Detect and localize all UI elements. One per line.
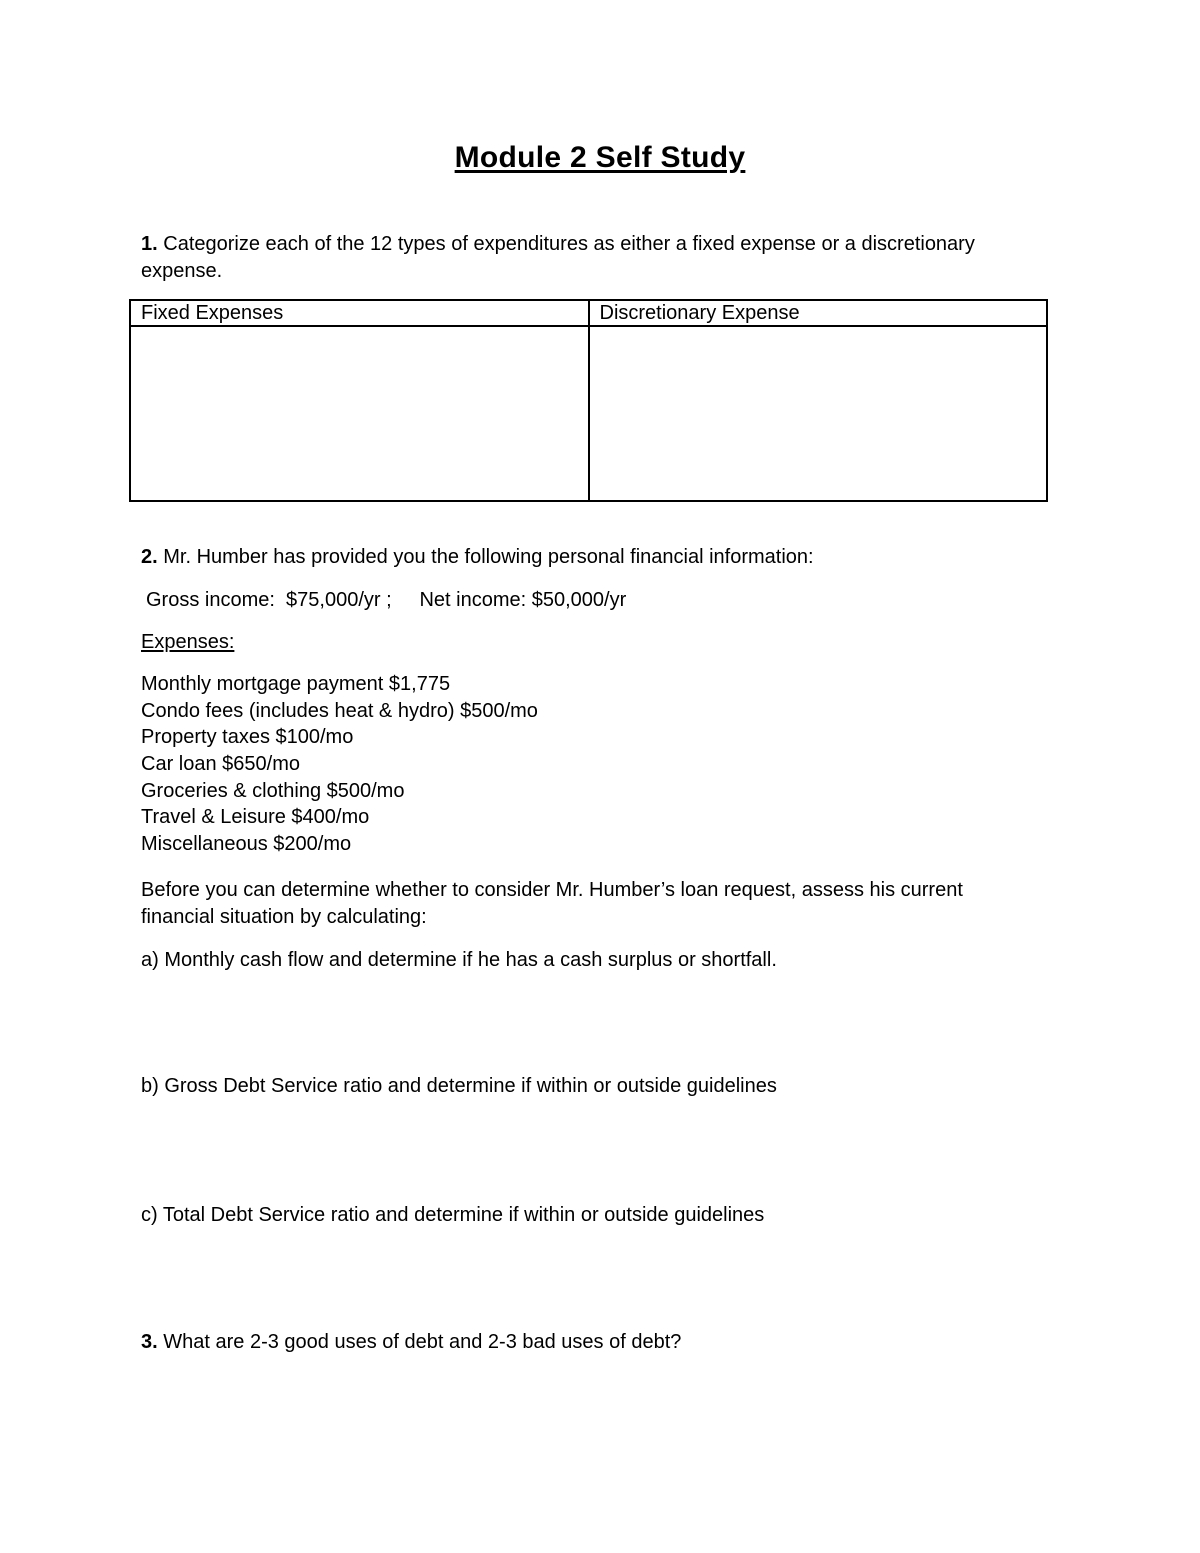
discretionary-expense-answer-cell[interactable]	[589, 326, 1048, 501]
list-item: Condo fees (includes heat & hydro) $500/mo	[141, 699, 538, 722]
question-2c: c) Total Debt Service ratio and determine if within or outside guidelines	[141, 1204, 765, 1226]
question-2-number: 2.	[141, 546, 158, 568]
discretionary-expense-header: Discretionary Expense	[589, 300, 1048, 326]
list-item: Groceries & clothing $500/mo	[141, 779, 405, 802]
question-1-text-line1: Categorize each of the 12 types of expenditures as either a fixed expense or a discretionary	[163, 233, 975, 255]
question-3	[141, 1329, 681, 1356]
expenses-heading: Expenses:	[141, 631, 235, 653]
expense-category-table	[129, 299, 1048, 502]
instruction-line2: financial situation by calculating:	[141, 906, 427, 928]
question-2b: b) Gross Debt Service ratio and determine if within or outside guidelines	[141, 1075, 777, 1097]
page-title: Module 2 Self Study	[454, 141, 746, 174]
question-2	[141, 544, 814, 571]
question-1-number: 1.	[141, 233, 158, 255]
list-item: Property taxes $100/mo	[141, 726, 354, 749]
list-item: Travel & Leisure $400/mo	[141, 806, 370, 829]
question-1	[141, 231, 975, 258]
list-item: Car loan $650/mo	[141, 753, 300, 776]
fixed-expenses-answer-cell[interactable]	[130, 326, 589, 501]
list-item: Miscellaneous $200/mo	[141, 833, 352, 856]
question-2a: a) Monthly cash flow and determine if he has a cash surplus or shortfall.	[141, 949, 777, 971]
question-3-number: 3.	[141, 1331, 158, 1353]
question-3-text: What are 2-3 good uses of debt and 2-3 bad uses of debt?	[163, 1331, 682, 1353]
question-1-text-line2: expense.	[141, 260, 223, 282]
table-answer-row	[130, 326, 1047, 501]
list-item: Monthly mortgage payment $1,775	[141, 673, 451, 695]
expense-list	[141, 671, 538, 858]
instruction-line1: Before you can determine whether to consider Mr. Humber’s loan request, assess his current	[141, 879, 963, 901]
fixed-expenses-header: Fixed Expenses	[130, 300, 589, 326]
question-2-intro: Mr. Humber has provided you the following personal financial information:	[163, 546, 814, 568]
table-header-row	[130, 300, 1047, 326]
income-line: Gross income: $75,000/yr ; Net income: $50,000/yr	[146, 589, 627, 611]
